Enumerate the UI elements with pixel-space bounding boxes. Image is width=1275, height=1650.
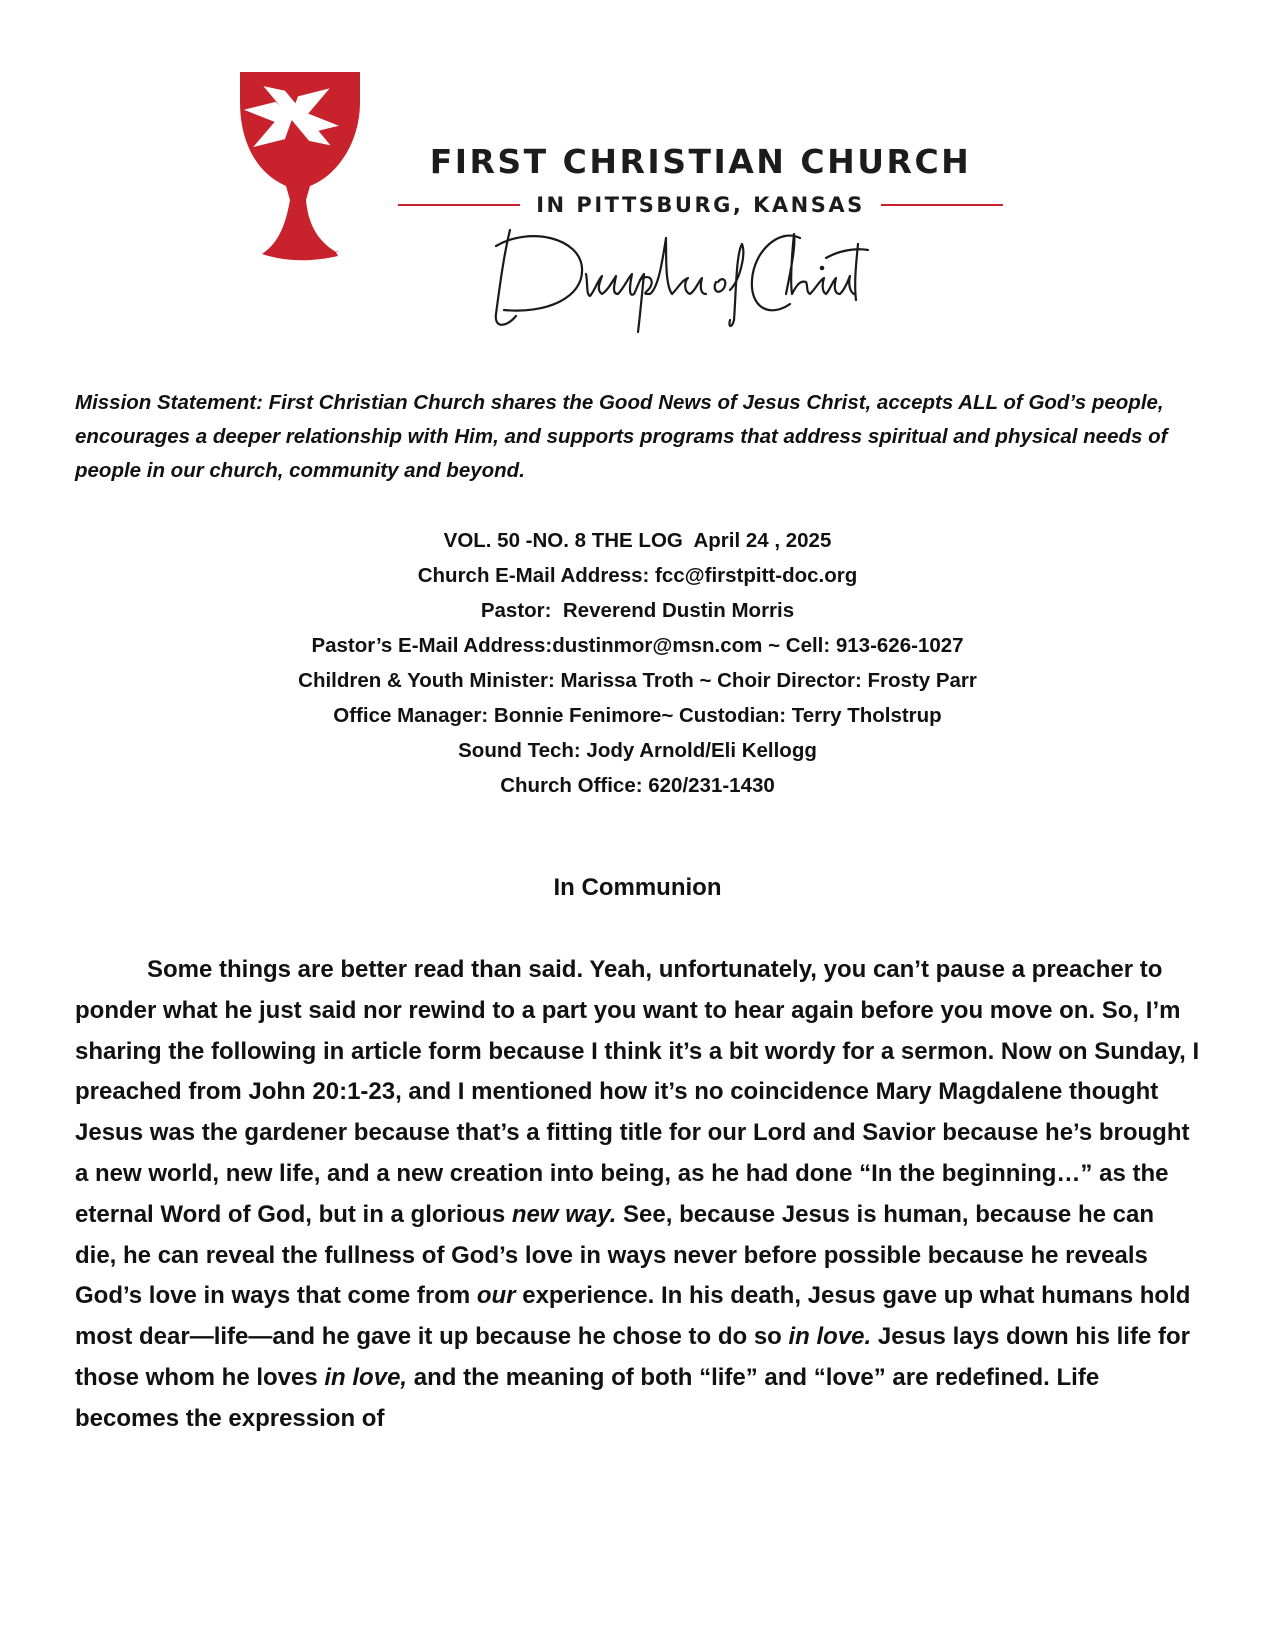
sound-tech-line: Sound Tech: Jody Arnold/Eli Kellogg — [458, 739, 817, 762]
article-text: Jesus lays down his life for those whom he loves — [75, 1323, 1190, 1391]
org-location-label: IN PITTSBURG, KANSAS — [536, 193, 865, 217]
org-location — [398, 190, 1003, 220]
church-email-line: Church E-Mail Address: fcc@firstpitt-doc.org — [417, 564, 858, 587]
article-title: In Communion — [553, 874, 722, 901]
article-text: Some things are better read than said. Yeah, unfortunately, you can’t pause a preacher to ponder what he just said nor rewind to a part you want to hear again before you move on. So, I’m sharing the following in article form because I think it’s a bit wordy for a sermon. Now on Sunday, I preached from John 20:1-23, and I mentioned how it’s no coincidence Mary Magdalene thought Jesus was the gardener because that’s a fitting title for our Lord and Savior because he’s brought a new world, new life, and a new creation into being, as he had done “In the beginning…” as the eternal Word of God, but in a glorious — [75, 956, 1200, 1228]
chalice-cross-icon — [240, 72, 370, 264]
staff-line: Office Manager: Bonnie Fenimore~ Custodian: Terry Tholstrup — [333, 704, 942, 727]
article-emphasis: our — [476, 1282, 516, 1310]
article-body — [75, 950, 1200, 1440]
office-phone-line: Church Office: 620/231-1430 — [500, 774, 775, 797]
pastor-line: Pastor: Reverend Dustin Morris — [480, 599, 795, 622]
right-divider — [881, 204, 1003, 206]
article-text: and the meaning of both “life” and “love” are redefined. Life becomes the expression of — [75, 1363, 1100, 1432]
article-text: experience. In his death, Jesus gave up what humans hold most dear—life—and he gave it up because he chose to do so — [75, 1282, 1191, 1351]
article-emphasis: in love, — [324, 1363, 408, 1391]
ministers-line: Children & Youth Minister: Marissa Troth ~ Choir Director: Frosty Parr — [298, 669, 977, 692]
article-emphasis: new way. — [511, 1200, 617, 1228]
org-name: FIRST CHRISTIAN CHURCH — [429, 142, 972, 181]
article-emphasis: in love. — [788, 1323, 872, 1351]
issue-line: VOL. 50 -NO. 8 THE LOG April 24 , 2025 — [443, 529, 832, 552]
mission-statement: Mission Statement: First Christian Church shares the Good News of Jesus Christ, accepts ALL of God’s people, encourages a deeper relationship with Him, and supports programs that address spiritual and physical needs of people in our church, community and beyond. — [75, 391, 1168, 482]
article-text: See, because Jesus is human, because he can die, he can reveal the fullness of God’s love in ways never before possible because he reveals God’s love in ways that come from — [75, 1200, 1154, 1310]
disciples-of-christ-script — [490, 224, 870, 336]
pastor-contact-line: Pastor’s E-Mail Address:dustinmor@msn.com ~ Cell: 913-626-1027 — [311, 634, 964, 657]
church-logo — [240, 72, 1020, 342]
newsletter-masthead — [75, 523, 1200, 803]
left-divider — [398, 204, 520, 206]
